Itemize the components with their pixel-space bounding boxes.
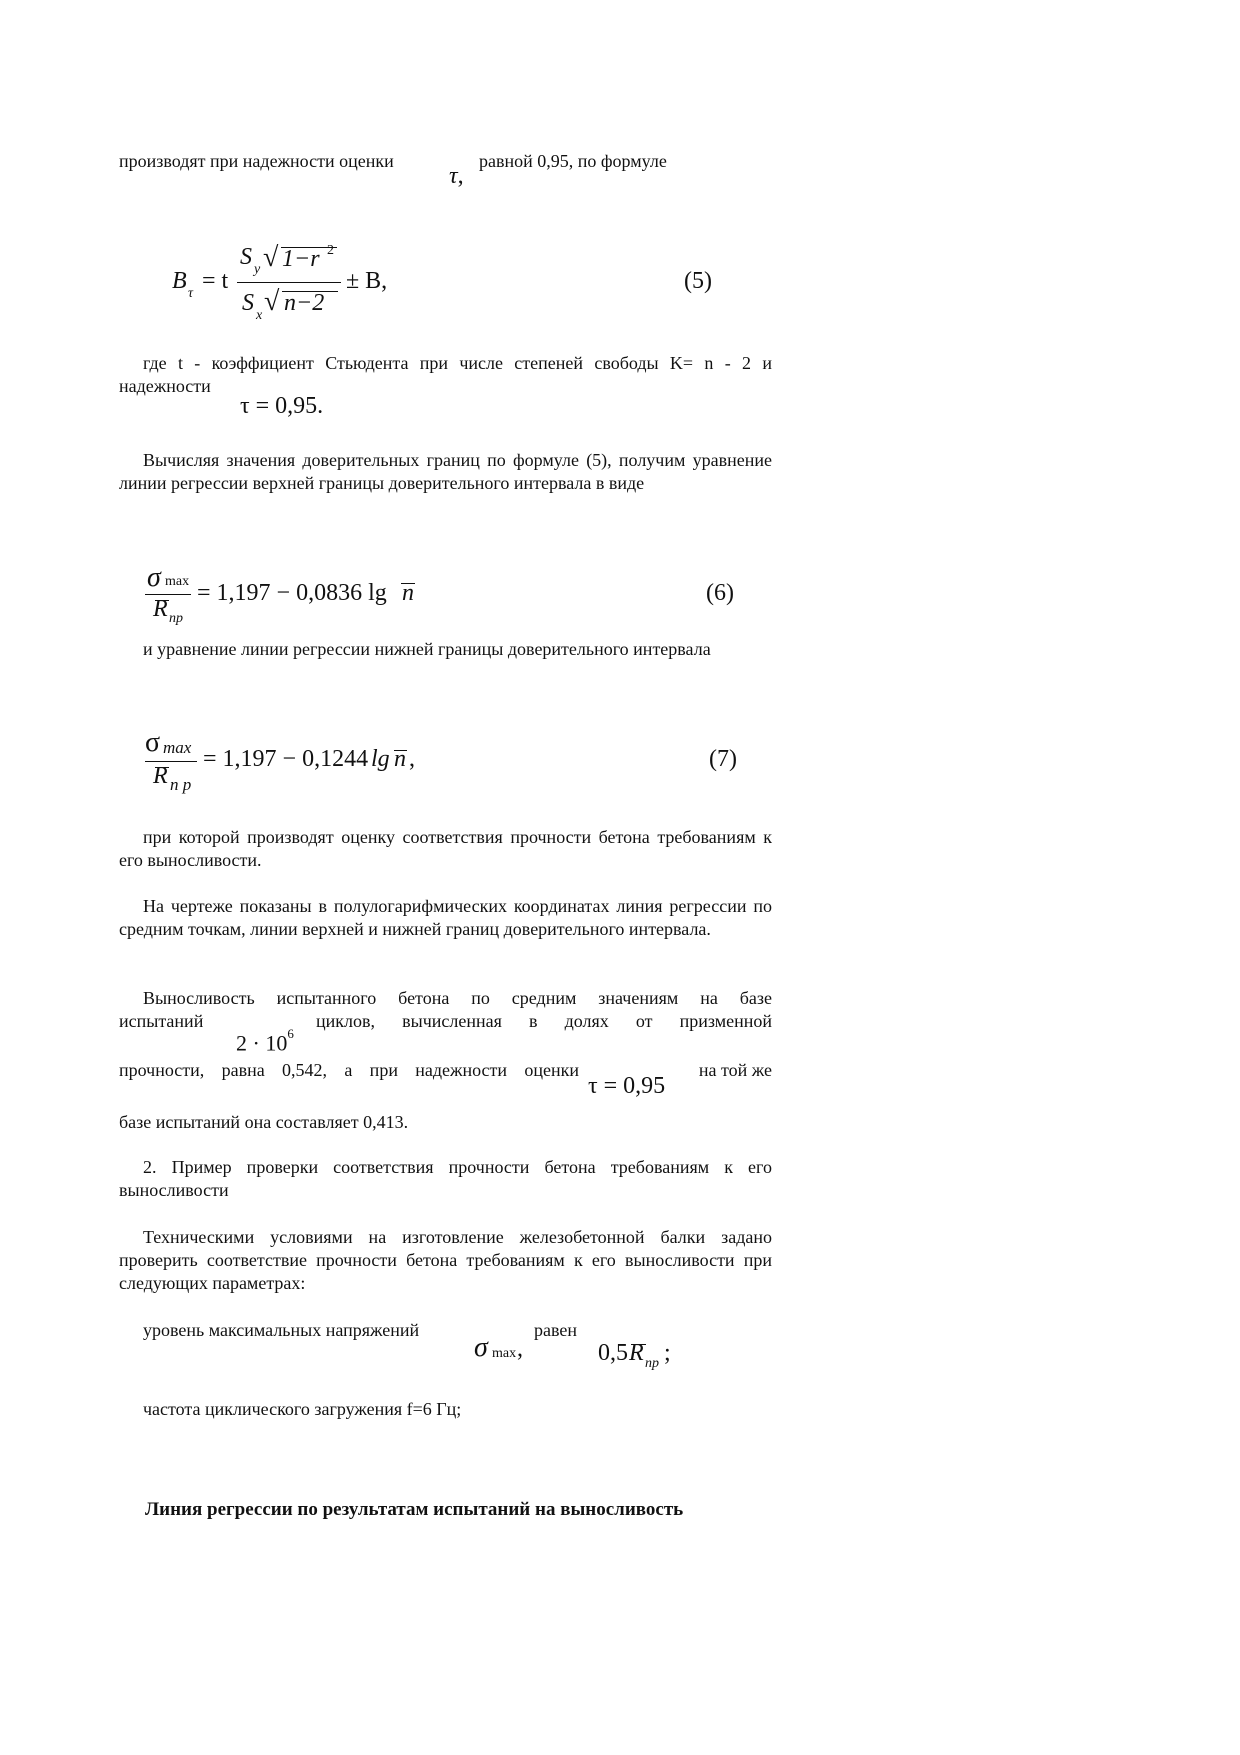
tau-equals-095 (588, 1073, 665, 1100)
paragraph-7-line-4: базе испытаний она составляет 0,413. (119, 1112, 409, 1132)
paragraph-6: На чертеже показаны в полулогарифмических координатах линия регрессии по средним точкам, линии верхней и нижней границ доверительного интервала. (119, 896, 772, 939)
figure-title: Линия регрессии по результатам испытаний на выносливость (145, 1499, 684, 1520)
tau-comma: , (457, 163, 464, 189)
formula-5 (172, 240, 712, 323)
formula-7-fraction-bar (145, 761, 197, 762)
tau-equals-095-dot-text: τ = 0,95. (240, 393, 324, 419)
formula-7-np: n p (170, 775, 192, 794)
paragraph-7-line-3-end: на той же (698, 1060, 772, 1080)
formula-7-R: R (153, 763, 168, 789)
formula-6-max: max (165, 574, 190, 589)
paragraph-1-end: равной 0,95, по формуле (479, 151, 667, 171)
formula-5-sqrt-top: √ (263, 242, 279, 273)
sigma-max-inline-comma: , (517, 1336, 523, 1362)
half-R-np: пр (645, 1356, 659, 1371)
formula-5-eq-t-text: = t (202, 268, 229, 294)
half-R-coef: 0,5 (598, 1340, 628, 1366)
paragraph-11: частота циклического загружения f=6 Гц; (143, 1399, 462, 1419)
cycles-exponent: 6 (287, 1026, 294, 1041)
tau-symbol (449, 163, 464, 190)
formula-6-number: (6) (706, 580, 734, 606)
formula-5-Sy: S (240, 244, 252, 270)
formula-7-tail: , (409, 746, 415, 772)
tau-equals-095-text: τ = 0,95 (588, 1073, 666, 1099)
tau-equals-095-dot (240, 393, 323, 420)
paragraph-7-line-2-end: циклов, вычисленная в долях от призменной (316, 1011, 772, 1031)
formula-5-square: 2 (327, 243, 334, 258)
paragraph-3: Вычисляя значения доверительных границ по формуле (5), получим уравнение линии регрессии верхней границы доверительного интервала в виде (119, 450, 772, 493)
paragraph-2: где t - коэффициент Стьюдента при числе степеней свободы K= n - 2 и надежности (119, 353, 772, 396)
formula-6-n: n (402, 580, 414, 606)
formula-5-y-subscript: y (254, 262, 261, 277)
formula-5-eq-t (202, 268, 228, 295)
formula-5-fraction-bar (237, 282, 341, 283)
half-R-semicolon: ; (664, 1340, 671, 1366)
half-R-R: R (629, 1340, 644, 1366)
formula-7-n: n (394, 746, 406, 772)
sigma-max-inline (474, 1334, 534, 1370)
sigma-max-inline-sigma: σ (474, 1332, 488, 1363)
half-R-inline (598, 1340, 688, 1376)
paragraph-4: и уравнение линии регрессии нижней границы доверительного интервала (143, 639, 711, 659)
formula-5-Sx: S (242, 290, 254, 316)
paragraph-7-line-3-start: прочности, равна 0,542, а при надежности оценки (119, 1060, 579, 1080)
formula-5-x-subscript: x (256, 308, 263, 323)
formula-7 (145, 727, 745, 794)
formula-5-pm-B: ± B, (346, 268, 388, 294)
paragraph-10-start: уровень максимальных напряжений (143, 1320, 420, 1340)
formula-5-one-minus-r: 1−r (282, 246, 320, 272)
paragraph-5: при которой производят оценку соответствия прочности бетона требованиям к его выносливости. (119, 827, 772, 870)
formula-7-rhs: = 1,197 − 0,1244 (203, 746, 369, 772)
cycles-count (236, 1026, 294, 1056)
cycles-base: 2 · 10 (236, 1030, 288, 1056)
formula-7-max: max (163, 738, 192, 757)
formula-6-np: пр (169, 611, 183, 626)
formula-6-fraction-bar (145, 594, 191, 595)
formula-5-sqrt-bottom: √ (264, 286, 280, 317)
formula-5-tau-subscript: τ (188, 286, 194, 301)
formula-6-R: R (153, 596, 168, 622)
formula-5-n-minus-2: n−2 (284, 290, 325, 316)
paragraph-9: Техническими условиями на изготовление железобетонной балки задано проверить соответствие прочности бетона требованиям к его выносливости при следующих параметрах: (119, 1227, 772, 1293)
paragraph-10-end: равен (534, 1320, 578, 1340)
sigma-max-inline-max: max (492, 1346, 517, 1361)
formula-5-number: (5) (684, 268, 712, 294)
formula-7-sigma: σ (145, 727, 161, 758)
formula-6-sigma: σ (147, 562, 161, 593)
formula-7-n-overbar (394, 750, 407, 751)
formula-6-n-overbar (401, 583, 415, 584)
formula-7-lg: lg (371, 746, 390, 772)
formula-6 (145, 562, 745, 626)
paragraph-8: 2. Пример проверки соответствия прочности бетона требованиям к его выносливости (119, 1157, 772, 1200)
formula-7-number: (7) (709, 746, 737, 772)
paragraph-7-line-2-start: испытаний (119, 1011, 204, 1031)
tau-letter: τ (449, 163, 458, 189)
formula-6-rhs: = 1,197 − 0,0836 lg (197, 580, 387, 606)
paragraph-1-start: производят при надежности оценки (119, 151, 394, 171)
formula-5-B: B (172, 268, 187, 294)
paragraph-7-line-1: Выносливость испытанного бетона по средним значениям на базе (143, 988, 772, 1008)
